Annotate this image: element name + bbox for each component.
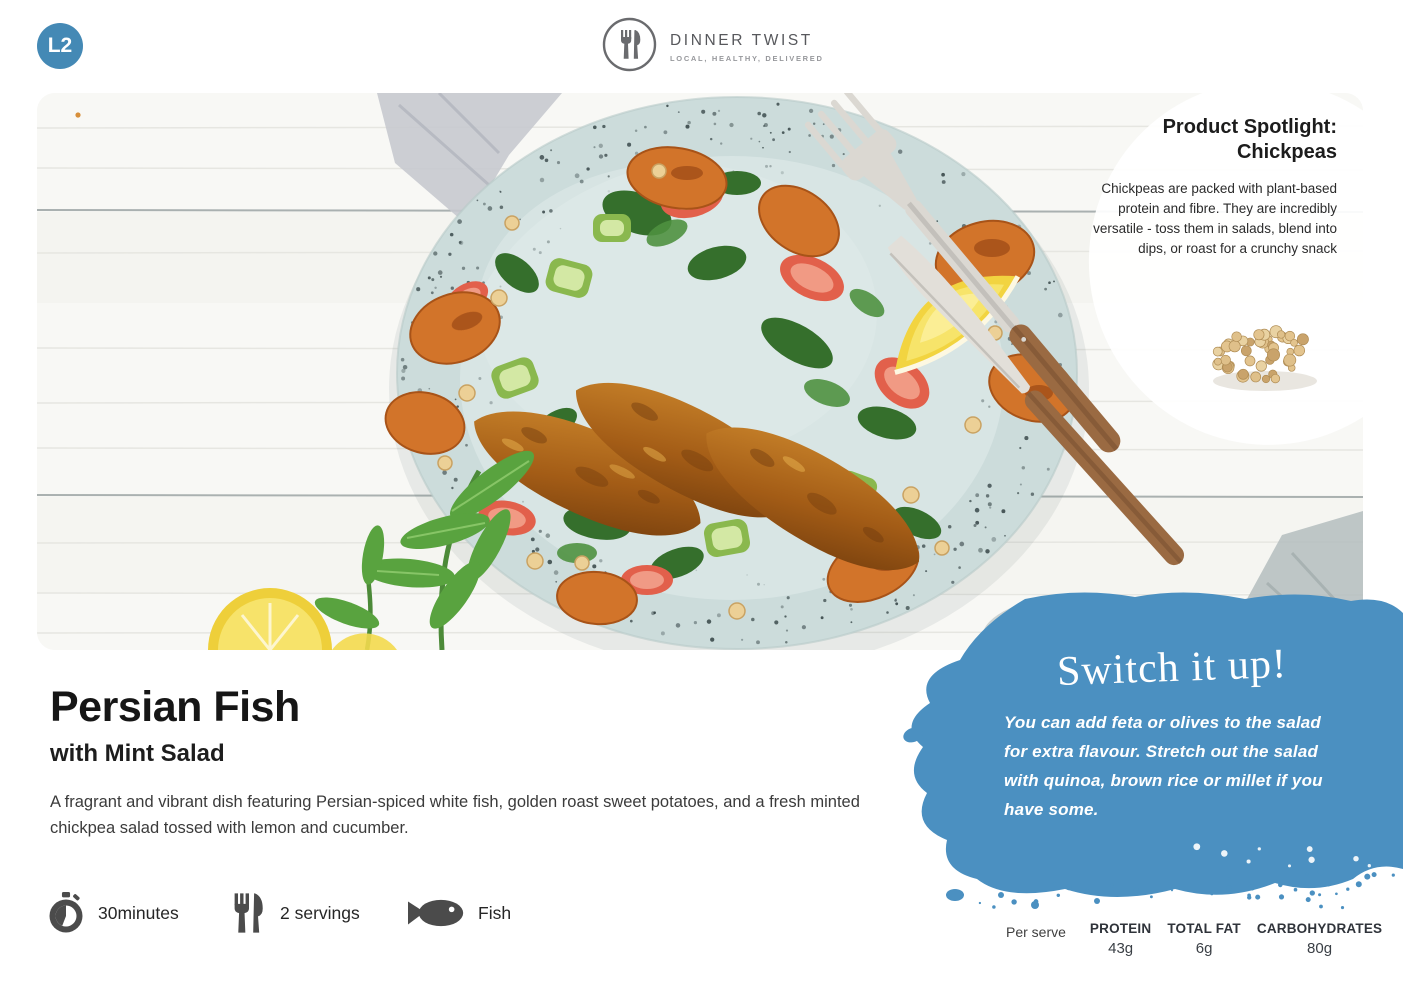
- servings-label: 2 servings: [280, 902, 360, 923]
- carbohydrates-value: 80g: [1307, 940, 1333, 957]
- cutlery-icon: [232, 892, 266, 934]
- nutrition-col-protein: [1090, 921, 1151, 957]
- brand-name: DINNER TWIST: [670, 31, 813, 49]
- carbohydrates-heading: CARBOHYDRATES: [1256, 921, 1383, 936]
- nutrition-col-carbohydrates: [1257, 921, 1382, 957]
- timer-icon: [48, 892, 84, 934]
- spotlight-body: Chickpeas are packed with plant-based protein and fibre. They are incredibly versatile - toss them in salads, blend into dips, or roast for a crunchy snack: [1093, 181, 1337, 256]
- recipe-subtitle: with Mint Salad: [50, 740, 225, 767]
- protein-heading: PROTEIN: [1089, 921, 1152, 936]
- brand-logo-icon: [601, 16, 658, 73]
- per-serve-label: Per serve: [1006, 924, 1066, 940]
- recipe-title: Persian Fish: [50, 683, 300, 731]
- switch-callout: [980, 641, 1364, 824]
- level-badge: L2: [37, 23, 83, 69]
- total-fat-heading: TOTAL FAT: [1167, 921, 1241, 936]
- nutrition-row: [1006, 921, 1390, 957]
- nutrition-col-total-fat: [1167, 921, 1241, 957]
- switch-body: You can add feta or olives to the salad for extra flavour. Stretch out the salad with quinoa, brown rice or millet if you have some.: [1004, 713, 1323, 819]
- switch-title: Switch it up!: [1056, 641, 1288, 695]
- meta-item-servings: [232, 890, 360, 936]
- recipe-description: A fragrant and vibrant dish featuring Persian-spiced white fish, golden roast sweet potatoes, and a fresh minted chickpea salad tossed with lemon and cucumber.: [50, 793, 860, 837]
- brand-tagline: LOCAL, HEALTHY, DELIVERED: [670, 53, 824, 63]
- brand-logo: [601, 16, 824, 73]
- total-fat-value: 6g: [1195, 940, 1213, 957]
- meta-item-time: [48, 890, 179, 936]
- protein-value: 43g: [1108, 940, 1134, 957]
- hero-photo: [37, 93, 1363, 650]
- fish-icon: [408, 896, 464, 930]
- spotlight-title: Product Spotlight: Chickpeas: [1162, 116, 1337, 163]
- protein-label: Fish: [478, 902, 512, 923]
- spotlight-card: [1027, 115, 1337, 259]
- time-label: 30minutes: [98, 902, 179, 923]
- meta-item-protein: [408, 890, 511, 936]
